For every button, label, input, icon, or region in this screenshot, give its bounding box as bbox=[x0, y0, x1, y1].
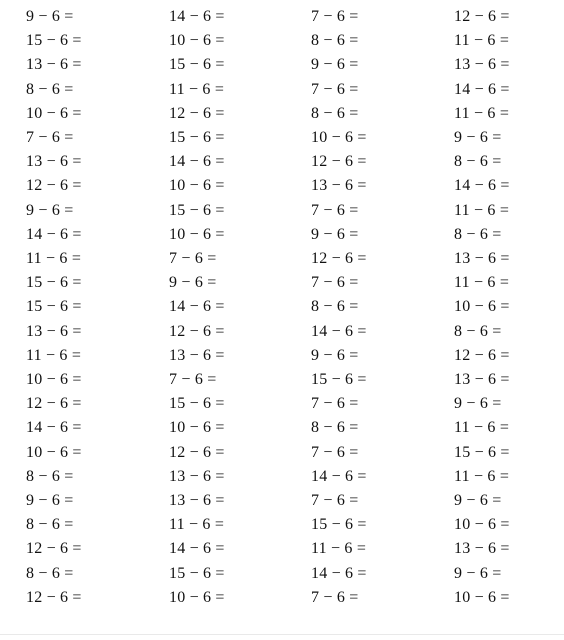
subtraction-problem: 9 − 6 = bbox=[454, 492, 502, 509]
subtraction-problem: 8 − 6 = bbox=[454, 153, 502, 171]
subtraction-problem: 7 − 6 = bbox=[26, 129, 74, 146]
subtraction-problem: 15 − 6 = bbox=[26, 298, 82, 316]
subtraction-problem: 10 − 6 = bbox=[311, 129, 367, 146]
subtraction-problem: 13 − 6 = bbox=[454, 56, 510, 74]
subtraction-problem: 9 − 6 = bbox=[26, 492, 74, 509]
subtraction-problem: 12 − 6 = bbox=[26, 588, 82, 606]
subtraction-problem: 7 − 6 = bbox=[311, 492, 359, 509]
subtraction-problem: 15 − 6 = bbox=[169, 395, 225, 413]
subtraction-problem: 12 − 6 = bbox=[169, 104, 225, 122]
subtraction-problem: 13 − 6 = bbox=[454, 540, 510, 558]
subtraction-problem: 13 − 6 = bbox=[26, 322, 82, 340]
subtraction-problem: 12 − 6 = bbox=[454, 8, 510, 25]
subtraction-problem: 15 − 6 = bbox=[311, 516, 367, 534]
subtraction-problem: 14 − 6 = bbox=[311, 467, 367, 485]
subtraction-problem: 7 − 6 = bbox=[311, 395, 359, 413]
subtraction-problem: 9 − 6 = bbox=[169, 274, 217, 292]
subtraction-problem: 12 − 6 = bbox=[26, 177, 82, 195]
subtraction-problem: 13 − 6 = bbox=[169, 346, 225, 364]
subtraction-problem: 8 − 6 = bbox=[311, 32, 359, 50]
subtraction-problem: 12 − 6 = bbox=[26, 540, 82, 558]
subtraction-problem: 8 − 6 = bbox=[311, 419, 359, 437]
subtraction-problem: 13 − 6 = bbox=[26, 56, 82, 74]
subtraction-problem: 7 − 6 = bbox=[311, 443, 359, 461]
subtraction-problem: 10 − 6 = bbox=[169, 177, 225, 195]
subtraction-problem: 15 − 6 = bbox=[454, 443, 510, 461]
subtraction-problem: 10 − 6 = bbox=[26, 371, 82, 388]
subtraction-problem: 11 − 6 = bbox=[454, 32, 510, 50]
subtraction-problem: 10 − 6 = bbox=[169, 419, 225, 437]
subtraction-problem: 7 − 6 = bbox=[311, 201, 359, 219]
subtraction-problem: 10 − 6 = bbox=[26, 443, 82, 461]
subtraction-problem: 9 − 6 = bbox=[311, 346, 359, 364]
subtraction-problem: 10 − 6 = bbox=[169, 588, 225, 606]
subtraction-problem: 14 − 6 = bbox=[454, 80, 510, 98]
subtraction-problem: 7 − 6 = bbox=[169, 371, 217, 388]
subtraction-problem: 11 − 6 = bbox=[26, 346, 82, 364]
subtraction-problem: 13 − 6 = bbox=[26, 153, 82, 171]
subtraction-problem: 9 − 6 = bbox=[454, 564, 502, 582]
subtraction-problem: 13 − 6 = bbox=[454, 371, 510, 388]
subtraction-problem: 11 − 6 = bbox=[454, 104, 510, 122]
subtraction-problem: 9 − 6 = bbox=[454, 129, 502, 146]
subtraction-problem: 9 − 6 = bbox=[311, 225, 359, 243]
subtraction-problem: 15 − 6 = bbox=[311, 371, 367, 388]
subtraction-problem: 13 − 6 = bbox=[169, 492, 225, 509]
subtraction-problem: 14 − 6 = bbox=[311, 322, 367, 340]
subtraction-problem: 10 − 6 = bbox=[454, 588, 510, 606]
subtraction-problem: 10 − 6 = bbox=[454, 298, 510, 316]
subtraction-problem: 8 − 6 = bbox=[26, 80, 74, 98]
subtraction-problem: 8 − 6 = bbox=[311, 298, 359, 316]
subtraction-problem: 11 − 6 = bbox=[311, 540, 367, 558]
subtraction-problem: 13 − 6 = bbox=[169, 467, 225, 485]
subtraction-problem: 9 − 6 = bbox=[311, 56, 359, 74]
subtraction-problem: 8 − 6 = bbox=[26, 564, 74, 582]
subtraction-problem: 14 − 6 = bbox=[169, 8, 225, 25]
subtraction-problem: 11 − 6 = bbox=[26, 250, 82, 267]
subtraction-problem: 15 − 6 = bbox=[26, 32, 82, 50]
subtraction-problem: 14 − 6 = bbox=[26, 419, 82, 437]
subtraction-problem: 11 − 6 = bbox=[454, 419, 510, 437]
subtraction-problem: 10 − 6 = bbox=[454, 516, 510, 534]
subtraction-problem: 12 − 6 = bbox=[454, 346, 510, 364]
subtraction-problem: 15 − 6 = bbox=[169, 564, 225, 582]
subtraction-problem: 11 − 6 = bbox=[454, 274, 510, 292]
subtraction-problem: 13 − 6 = bbox=[454, 250, 510, 267]
subtraction-problem: 8 − 6 = bbox=[26, 516, 74, 534]
subtraction-problem: 12 − 6 = bbox=[311, 153, 367, 171]
subtraction-problem: 14 − 6 = bbox=[169, 540, 225, 558]
subtraction-problem: 11 − 6 = bbox=[169, 80, 225, 98]
subtraction-problem: 15 − 6 = bbox=[26, 274, 82, 292]
subtraction-problem: 7 − 6 = bbox=[311, 8, 359, 25]
subtraction-problem: 7 − 6 = bbox=[169, 250, 217, 267]
subtraction-problem: 8 − 6 = bbox=[454, 322, 502, 340]
subtraction-problem: 8 − 6 = bbox=[311, 104, 359, 122]
subtraction-problem: 7 − 6 = bbox=[311, 274, 359, 292]
subtraction-problem: 12 − 6 = bbox=[311, 250, 367, 267]
subtraction-problem: 11 − 6 = bbox=[454, 467, 510, 485]
subtraction-problem: 11 − 6 = bbox=[454, 201, 510, 219]
subtraction-problem: 10 − 6 = bbox=[26, 104, 82, 122]
subtraction-problem: 14 − 6 = bbox=[311, 564, 367, 582]
subtraction-problem: 10 − 6 = bbox=[169, 32, 225, 50]
subtraction-problem: 9 − 6 = bbox=[454, 395, 502, 413]
subtraction-problem: 10 − 6 = bbox=[169, 225, 225, 243]
subtraction-problem: 8 − 6 = bbox=[454, 225, 502, 243]
subtraction-problem: 9 − 6 = bbox=[26, 8, 74, 25]
bottom-edge-divider bbox=[0, 634, 564, 635]
subtraction-problem: 14 − 6 = bbox=[26, 225, 82, 243]
subtraction-problem: 12 − 6 = bbox=[169, 443, 225, 461]
subtraction-problem: 12 − 6 = bbox=[169, 322, 225, 340]
subtraction-problem: 12 − 6 = bbox=[26, 395, 82, 413]
subtraction-problem: 7 − 6 = bbox=[311, 80, 359, 98]
subtraction-problem: 8 − 6 = bbox=[26, 467, 74, 485]
subtraction-problem: 15 − 6 = bbox=[169, 201, 225, 219]
subtraction-problem: 14 − 6 = bbox=[454, 177, 510, 195]
subtraction-problem: 15 − 6 = bbox=[169, 129, 225, 146]
subtraction-problem: 13 − 6 = bbox=[311, 177, 367, 195]
subtraction-problem: 11 − 6 = bbox=[169, 516, 225, 534]
subtraction-problem: 9 − 6 = bbox=[26, 201, 74, 219]
subtraction-problem: 14 − 6 = bbox=[169, 298, 225, 316]
subtraction-problem: 15 − 6 = bbox=[169, 56, 225, 74]
subtraction-problem: 14 − 6 = bbox=[169, 153, 225, 171]
subtraction-problem: 7 − 6 = bbox=[311, 588, 359, 606]
